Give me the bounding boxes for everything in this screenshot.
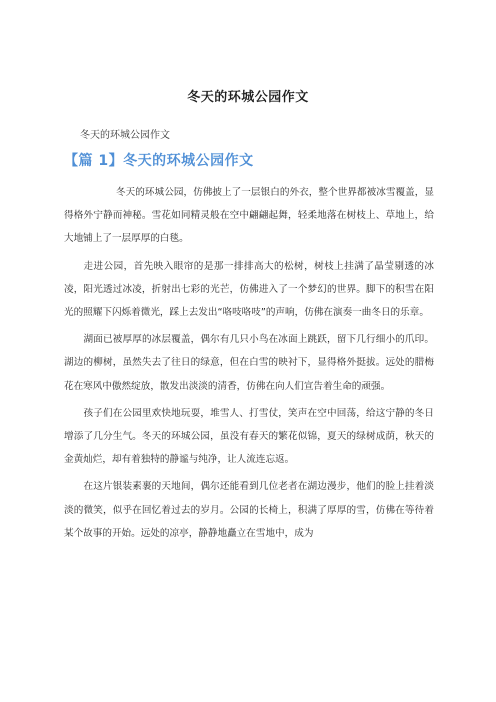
paragraph: 湖面已被厚厚的冰层覆盖，偶尔有几只小鸟在冰面上跳跃，留下几行细小的爪印。湖边的柳树，虽然失去了往日的绿意，但在白雪的映衬下，显得格外挺拔。远处的腊梅花在寒风中傲然绽放，散发出淡淡的清香，仿佛在向人们宣告着生命的顽强。 [64,334,434,392]
body-text [64,181,434,549]
document-subtitle: 冬天的环城公园作文 [80,130,170,141]
section-heading: 【篇 1】冬天的环城公园作文 [64,153,254,169]
page-title: 冬天的环城公园作文 [187,90,309,105]
paragraph: 在这片银装素裹的天地间，偶尔还能看到几位老者在湖边漫步，他们的脸上挂着淡淡的微笑，似乎在回忆着过去的岁月。公园的长椅上，积满了厚厚的雪，仿佛在等待着某个故事的开始。远处的凉亭，静静地矗立在雪地中，成为 [64,481,434,539]
paragraph: 孩子们在公园里欢快地玩耍，堆雪人、打雪仗，笑声在空中回荡，给这宁静的冬日增添了几分生气。冬天的环城公园，虽没有春天的繁花似锦，夏天的绿树成荫，秋天的金黄灿烂，却有着独特的静谧与纯净，让人流连忘返。 [64,407,434,466]
paragraph: 冬天的环城公园，仿佛披上了一层银白的外衣，整个世界都被冰雪覆盖，显得格外宁静而神秘。雪花如同精灵般在空中翩翩起舞，轻柔地落在树枝上、草地上，给大地铺上了一层厚厚的白毯。 [64,187,434,245]
paragraph: 走进公园，首先映入眼帘的是那一排排高大的松树，树枝上挂满了晶莹剔透的冰凌，阳光透过冰凌，折射出七彩的光芒，仿佛进入了一个梦幻的世界。脚下的积雪在阳光的照耀下闪烁着微光，踩上去发出“咯吱咯吱”的声响，仿佛在演奏一曲冬日的乐章。 [64,260,434,319]
